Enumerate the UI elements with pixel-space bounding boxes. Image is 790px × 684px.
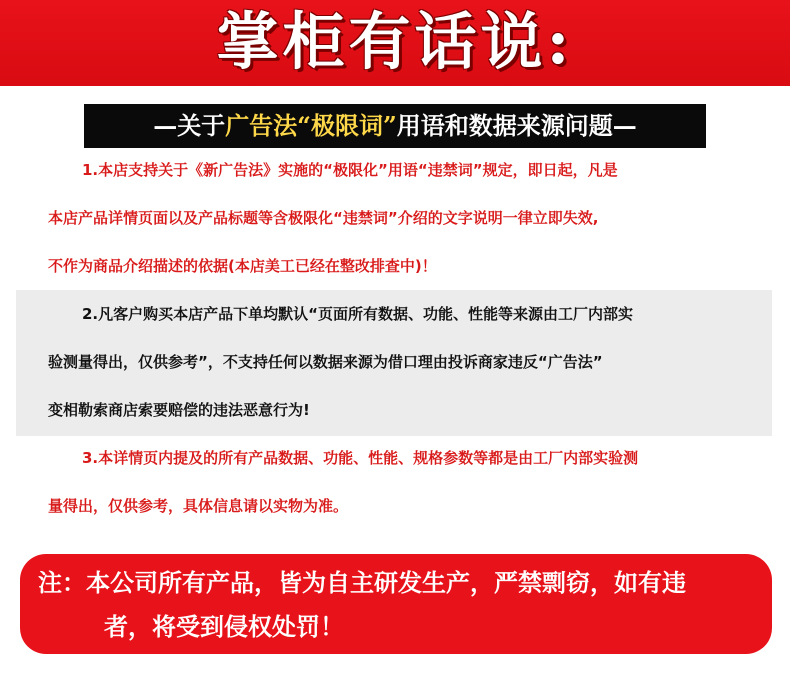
copyright-notice-box [20,554,772,654]
subtitle-bar [84,104,706,148]
paragraph-line: 本店产品详情页面以及产品标题等含极限化“违禁词”介绍的文字说明一律立即失效, [48,209,599,227]
paragraph-line: 量得出，仅供参考，具体信息请以实物为准。 [48,497,349,515]
footer-line-1: 注：本公司所有产品，皆为自主研发生产，严禁剽窃，如有违 [38,569,686,597]
paragraph-line: 1.本店支持关于《新广告法》实施的“极限化”用语“违禁词”规定，即日起，凡是 [82,161,618,179]
paragraph-line: 验测量得出，仅供参考”，不支持任何以数据来源为借口理由投诉商家违反“广告法” [48,353,603,371]
paragraph-line: 变相勒索商店索要赔偿的违法恶意行为! [48,401,310,419]
footer-line-2: 者，将受到侵权处罚！ [104,613,344,641]
paragraph-line: 2.凡客户购买本店产品下单均默认“页面所有数据、功能、性能等来源由工厂内部实 [82,305,633,323]
notice-paragraph-2 [0,290,790,434]
subtitle-highlight: 广告法“极限词” [225,111,397,140]
notice-paragraph-3 [0,434,790,530]
page-title: 掌柜有话说: [216,5,574,78]
subtitle-prefix: —关于 [153,111,226,140]
paragraph-line: 3.本详情页内提及的所有产品数据、功能、性能、规格参数等都是由工厂内部实验测 [82,449,639,467]
subtitle-suffix: 用语和数据来源问题— [396,111,637,140]
paragraph-line: 不作为商品介绍描述的依据(本店美工已经在整改排查中)！ [48,257,437,275]
notice-paragraph-1 [0,146,790,290]
